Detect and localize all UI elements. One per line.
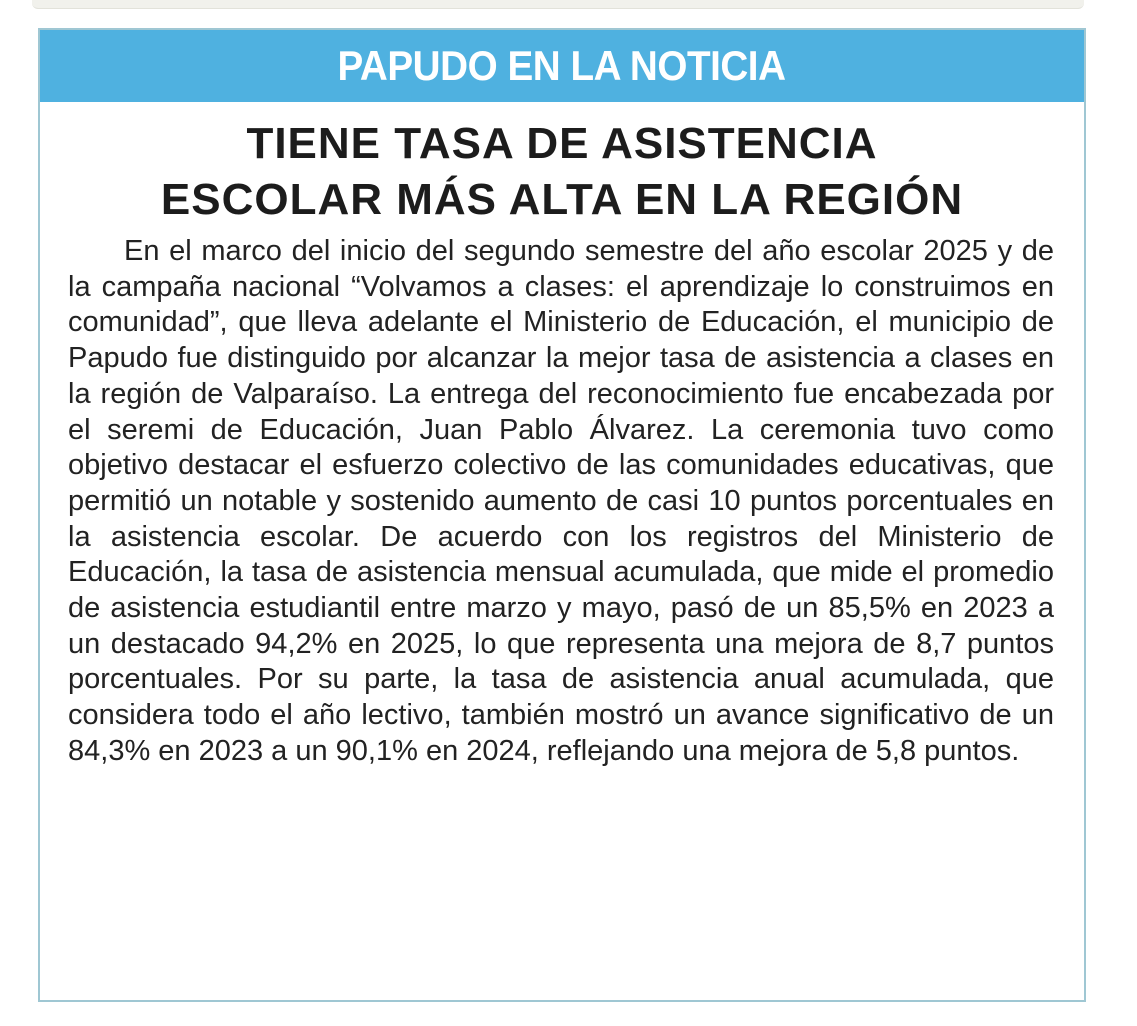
news-article-box — [38, 28, 1086, 1002]
section-banner — [40, 30, 1084, 102]
headline-line-2: ESCOLAR MÁS ALTA EN LA REGIÓN — [160, 175, 964, 224]
headline-line-1: TIENE TASA DE ASISTENCIA — [246, 119, 878, 168]
section-title: PAPUDO EN LA NOTICIA — [337, 42, 787, 89]
previous-article-edge — [32, 0, 1084, 9]
article-headline — [40, 116, 1084, 228]
article-body: En el marco del inicio del segundo semestre del año escolar 2025 y de la campaña nacional “Volvamos a clases: el aprendizaje lo construimos en comunidad”, que lleva adelante el Ministerio de Educación, el municipio de Papudo fue distinguido por alcanzar la mejor tasa de asistencia a clases en la región de Valparaíso. La entrega del reconocimiento fue encabezada por el seremi de Educación, Juan Pablo Álvarez. La ceremonia tuvo como objetivo destacar el esfuerzo colectivo de las comunidades educativas, que permitió un notable y sostenido aumento de casi 10 puntos porcentuales en la asistencia escolar. De acuerdo con los registros del Ministerio de Educación, la tasa de asistencia mensual acumulada, que mide el promedio de asistencia estudiantil entre marzo y mayo, pasó de un 85,5% en 2023 a un destacado 94,2% en 2025, lo que representa una mejora de 8,7 puntos porcentuales. Por su parte, la tasa de asistencia anual acumulada, que considera todo el año lectivo, también mostró un avance significativo de un 84,3% en 2023 a un 90,1% en 2024, reflejando una mejora de 5,8 puntos. — [68, 235, 1054, 767]
